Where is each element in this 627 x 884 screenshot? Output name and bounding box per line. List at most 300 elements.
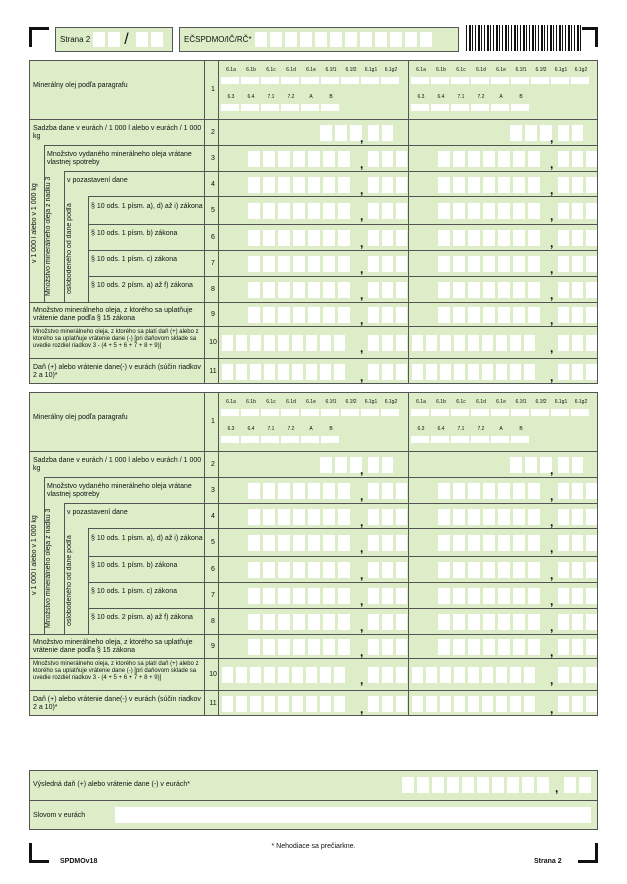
- amount-digit-field[interactable]: [412, 335, 423, 351]
- decimal-digit-field[interactable]: [396, 588, 407, 604]
- amount-digit-field[interactable]: [263, 509, 275, 525]
- final-tax-decimal-field[interactable]: [579, 777, 591, 793]
- amount-digit-field[interactable]: [308, 282, 320, 298]
- amount-digit-field[interactable]: [528, 614, 540, 630]
- amount-digit-field[interactable]: [264, 335, 275, 351]
- decimal-digit-field[interactable]: [572, 535, 583, 551]
- amount-digit-field[interactable]: [438, 230, 450, 246]
- amount-digit-field[interactable]: [483, 307, 495, 323]
- amount-digit-field[interactable]: [440, 335, 451, 351]
- amount-digit-field[interactable]: [483, 177, 495, 193]
- decimal-digit-field[interactable]: [382, 614, 393, 630]
- amount-digit-field[interactable]: [248, 588, 260, 604]
- decimal-digit-field[interactable]: [396, 282, 407, 298]
- decimal-digit-field[interactable]: [558, 483, 569, 499]
- paragraph-checkbox[interactable]: [381, 409, 399, 416]
- amount-digit-field[interactable]: [323, 614, 335, 630]
- amount-digit-field[interactable]: [482, 667, 493, 683]
- paragraph-checkbox[interactable]: [241, 409, 259, 416]
- amount-digit-field[interactable]: [308, 639, 320, 655]
- decimal-digit-field[interactable]: [586, 696, 597, 712]
- amount-digit-field[interactable]: [248, 256, 260, 272]
- amount-digit-field[interactable]: [293, 151, 305, 167]
- paragraph-checkbox[interactable]: [281, 77, 299, 84]
- paragraph-checkbox[interactable]: [261, 77, 279, 84]
- paragraph-checkbox[interactable]: [411, 104, 429, 111]
- amount-digit-field[interactable]: [278, 509, 290, 525]
- amount-digit-field[interactable]: [438, 614, 450, 630]
- paragraph-checkbox[interactable]: [261, 409, 279, 416]
- paragraph-checkbox[interactable]: [221, 436, 239, 443]
- decimal-digit-field[interactable]: [396, 483, 407, 499]
- amount-digit-field[interactable]: [338, 588, 350, 604]
- amount-digit-field[interactable]: [338, 614, 350, 630]
- decimal-digit-field[interactable]: [586, 151, 597, 167]
- amount-digit-field[interactable]: [496, 696, 507, 712]
- paragraph-checkbox[interactable]: [281, 104, 299, 111]
- amount-digit-field[interactable]: [468, 203, 480, 219]
- amount-digit-field[interactable]: [278, 364, 289, 380]
- decimal-digit-field[interactable]: [368, 614, 379, 630]
- decimal-digit-field[interactable]: [558, 256, 569, 272]
- amount-digit-field[interactable]: [263, 535, 275, 551]
- amount-digit-field[interactable]: [306, 696, 317, 712]
- amount-digit-field[interactable]: [293, 203, 305, 219]
- amount-digit-field[interactable]: [278, 696, 289, 712]
- amount-digit-field[interactable]: [482, 696, 493, 712]
- decimal-digit-field[interactable]: [558, 364, 569, 380]
- decimal-digit-field[interactable]: [396, 203, 407, 219]
- paragraph-checkbox[interactable]: [321, 77, 339, 84]
- ecs-digit-field[interactable]: [285, 32, 297, 47]
- amount-digit-field[interactable]: [483, 535, 495, 551]
- amount-digit-field[interactable]: [453, 562, 465, 578]
- amount-digit-field[interactable]: [338, 151, 350, 167]
- amount-digit-field[interactable]: [524, 335, 535, 351]
- amount-digit-field[interactable]: [323, 535, 335, 551]
- decimal-digit-field[interactable]: [396, 696, 407, 712]
- amount-digit-field[interactable]: [292, 364, 303, 380]
- amount-digit-field[interactable]: [236, 696, 247, 712]
- decimal-digit-field[interactable]: [558, 307, 569, 323]
- ecs-digit-field[interactable]: [270, 32, 282, 47]
- amount-digit-field[interactable]: [498, 483, 510, 499]
- amount-digit-field[interactable]: [338, 282, 350, 298]
- amount-digit-field[interactable]: [278, 307, 290, 323]
- decimal-digit-field[interactable]: [382, 364, 393, 380]
- amount-digit-field[interactable]: [483, 203, 495, 219]
- amount-digit-field[interactable]: [483, 282, 495, 298]
- decimal-digit-field[interactable]: [586, 614, 597, 630]
- paragraph-checkbox[interactable]: [321, 436, 339, 443]
- paragraph-checkbox[interactable]: [571, 409, 589, 416]
- amount-digit-field[interactable]: [338, 483, 350, 499]
- amount-digit-field[interactable]: [323, 203, 335, 219]
- decimal-digit-field[interactable]: [558, 509, 569, 525]
- amount-digit-field[interactable]: [453, 256, 465, 272]
- decimal-digit-field[interactable]: [368, 535, 379, 551]
- amount-digit-field[interactable]: [438, 483, 450, 499]
- amount-digit-field[interactable]: [308, 535, 320, 551]
- decimal-digit-field[interactable]: [382, 177, 393, 193]
- decimal-digit-field[interactable]: [572, 151, 583, 167]
- amount-digit-field[interactable]: [320, 335, 331, 351]
- amount-digit-field[interactable]: [426, 696, 437, 712]
- paragraph-checkbox[interactable]: [241, 436, 259, 443]
- paragraph-checkbox[interactable]: [431, 77, 449, 84]
- paragraph-checkbox[interactable]: [511, 409, 529, 416]
- decimal-digit-field[interactable]: [586, 335, 597, 351]
- amount-digit-field[interactable]: [453, 230, 465, 246]
- amount-digit-field[interactable]: [222, 667, 233, 683]
- amount-digit-field[interactable]: [453, 282, 465, 298]
- amount-digit-field[interactable]: [468, 177, 480, 193]
- amount-digit-field[interactable]: [453, 535, 465, 551]
- decimal-digit-field[interactable]: [396, 509, 407, 525]
- decimal-digit-field[interactable]: [558, 535, 569, 551]
- amount-digit-field[interactable]: [293, 535, 305, 551]
- paragraph-checkbox[interactable]: [341, 77, 359, 84]
- amount-digit-field[interactable]: [468, 614, 480, 630]
- decimal-digit-field[interactable]: [368, 125, 379, 141]
- amount-digit-field[interactable]: [308, 151, 320, 167]
- amount-digit-field[interactable]: [498, 588, 510, 604]
- decimal-digit-field[interactable]: [586, 509, 597, 525]
- decimal-digit-field[interactable]: [396, 230, 407, 246]
- amount-digit-field[interactable]: [482, 364, 493, 380]
- decimal-digit-field[interactable]: [586, 588, 597, 604]
- paragraph-checkbox[interactable]: [471, 77, 489, 84]
- amount-digit-field[interactable]: [498, 307, 510, 323]
- amount-digit-field[interactable]: [323, 639, 335, 655]
- amount-digit-field[interactable]: [513, 230, 525, 246]
- amount-digit-field[interactable]: [468, 535, 480, 551]
- paragraph-checkbox[interactable]: [451, 436, 469, 443]
- amount-digit-field[interactable]: [334, 335, 345, 351]
- amount-digit-field[interactable]: [306, 364, 317, 380]
- amount-digit-field[interactable]: [338, 509, 350, 525]
- decimal-digit-field[interactable]: [558, 639, 569, 655]
- amount-digit-field[interactable]: [453, 588, 465, 604]
- decimal-digit-field[interactable]: [396, 335, 407, 351]
- amount-digit-field[interactable]: [263, 230, 275, 246]
- final-tax-digit-field[interactable]: [462, 777, 474, 793]
- amount-digit-field[interactable]: [248, 535, 260, 551]
- decimal-digit-field[interactable]: [572, 307, 583, 323]
- paragraph-checkbox[interactable]: [221, 104, 239, 111]
- amount-digit-field[interactable]: [293, 177, 305, 193]
- amount-digit-field[interactable]: [264, 696, 275, 712]
- amount-digit-field[interactable]: [498, 614, 510, 630]
- amount-digit-field[interactable]: [513, 614, 525, 630]
- paragraph-checkbox[interactable]: [431, 436, 449, 443]
- paragraph-checkbox[interactable]: [551, 409, 569, 416]
- decimal-digit-field[interactable]: [368, 203, 379, 219]
- paragraph-checkbox[interactable]: [491, 77, 509, 84]
- ecs-digit-field[interactable]: [345, 32, 357, 47]
- decimal-digit-field[interactable]: [558, 230, 569, 246]
- amount-digit-field[interactable]: [468, 335, 479, 351]
- amount-digit-field[interactable]: [278, 282, 290, 298]
- decimal-digit-field[interactable]: [396, 151, 407, 167]
- decimal-digit-field[interactable]: [586, 535, 597, 551]
- paragraph-checkbox[interactable]: [301, 436, 319, 443]
- amount-digit-field[interactable]: [426, 364, 437, 380]
- paragraph-checkbox[interactable]: [451, 77, 469, 84]
- paragraph-checkbox[interactable]: [551, 77, 569, 84]
- amount-digit-field[interactable]: [483, 639, 495, 655]
- amount-digit-field[interactable]: [513, 282, 525, 298]
- amount-digit-field[interactable]: [263, 256, 275, 272]
- amount-digit-field[interactable]: [278, 667, 289, 683]
- amount-digit-field[interactable]: [528, 177, 540, 193]
- amount-digit-field[interactable]: [453, 151, 465, 167]
- paragraph-checkbox[interactable]: [491, 104, 509, 111]
- amount-digit-field[interactable]: [320, 125, 332, 141]
- final-tax-digit-field[interactable]: [537, 777, 549, 793]
- amount-digit-field[interactable]: [334, 667, 345, 683]
- amount-digit-field[interactable]: [308, 256, 320, 272]
- amount-digit-field[interactable]: [528, 307, 540, 323]
- amount-digit-field[interactable]: [453, 614, 465, 630]
- amount-digit-field[interactable]: [236, 335, 247, 351]
- amount-digit-field[interactable]: [440, 696, 451, 712]
- amount-digit-field[interactable]: [528, 256, 540, 272]
- final-tax-digit-field[interactable]: [507, 777, 519, 793]
- paragraph-checkbox[interactable]: [361, 77, 379, 84]
- decimal-digit-field[interactable]: [382, 562, 393, 578]
- amount-digit-field[interactable]: [308, 614, 320, 630]
- amount-digit-field[interactable]: [222, 696, 233, 712]
- amount-digit-field[interactable]: [263, 151, 275, 167]
- paragraph-checkbox[interactable]: [491, 436, 509, 443]
- amount-digit-field[interactable]: [278, 335, 289, 351]
- amount-digit-field[interactable]: [263, 614, 275, 630]
- amount-digit-field[interactable]: [438, 203, 450, 219]
- paragraph-checkbox[interactable]: [451, 409, 469, 416]
- final-tax-digit-field[interactable]: [417, 777, 429, 793]
- amount-digit-field[interactable]: [278, 614, 290, 630]
- amount-digit-field[interactable]: [510, 364, 521, 380]
- amount-digit-field[interactable]: [293, 256, 305, 272]
- amount-digit-field[interactable]: [498, 639, 510, 655]
- paragraph-checkbox[interactable]: [221, 77, 239, 84]
- amount-digit-field[interactable]: [278, 562, 290, 578]
- amount-digit-field[interactable]: [468, 364, 479, 380]
- paragraph-checkbox[interactable]: [301, 77, 319, 84]
- amount-digit-field[interactable]: [335, 457, 347, 473]
- decimal-digit-field[interactable]: [382, 125, 393, 141]
- amount-digit-field[interactable]: [438, 509, 450, 525]
- paragraph-checkbox[interactable]: [281, 409, 299, 416]
- decimal-digit-field[interactable]: [382, 535, 393, 551]
- amount-digit-field[interactable]: [513, 177, 525, 193]
- amount-digit-field[interactable]: [483, 509, 495, 525]
- amount-digit-field[interactable]: [498, 177, 510, 193]
- amount-digit-field[interactable]: [248, 614, 260, 630]
- decimal-digit-field[interactable]: [586, 307, 597, 323]
- decimal-digit-field[interactable]: [586, 282, 597, 298]
- amount-digit-field[interactable]: [412, 667, 423, 683]
- amount-digit-field[interactable]: [323, 256, 335, 272]
- amount-digit-field[interactable]: [306, 335, 317, 351]
- amount-digit-field[interactable]: [236, 667, 247, 683]
- amount-digit-field[interactable]: [278, 588, 290, 604]
- amount-digit-field[interactable]: [510, 457, 522, 473]
- decimal-digit-field[interactable]: [572, 667, 583, 683]
- amount-digit-field[interactable]: [498, 562, 510, 578]
- page-total-field[interactable]: [151, 32, 163, 47]
- amount-digit-field[interactable]: [338, 307, 350, 323]
- amount-digit-field[interactable]: [250, 335, 261, 351]
- decimal-digit-field[interactable]: [586, 667, 597, 683]
- amount-digit-field[interactable]: [412, 696, 423, 712]
- amount-digit-field[interactable]: [426, 667, 437, 683]
- amount-digit-field[interactable]: [263, 639, 275, 655]
- amount-digit-field[interactable]: [248, 203, 260, 219]
- amount-digit-field[interactable]: [293, 483, 305, 499]
- amount-digit-field[interactable]: [338, 256, 350, 272]
- paragraph-checkbox[interactable]: [511, 77, 529, 84]
- amount-digit-field[interactable]: [222, 364, 233, 380]
- amount-digit-field[interactable]: [468, 509, 480, 525]
- amount-digit-field[interactable]: [248, 151, 260, 167]
- amount-digit-field[interactable]: [323, 307, 335, 323]
- amount-digit-field[interactable]: [323, 177, 335, 193]
- amount-digit-field[interactable]: [483, 230, 495, 246]
- amount-digit-field[interactable]: [438, 535, 450, 551]
- decimal-digit-field[interactable]: [558, 457, 569, 473]
- amount-digit-field[interactable]: [483, 562, 495, 578]
- paragraph-checkbox[interactable]: [261, 104, 279, 111]
- amount-digit-field[interactable]: [454, 696, 465, 712]
- amount-digit-field[interactable]: [513, 535, 525, 551]
- amount-digit-field[interactable]: [468, 230, 480, 246]
- amount-digit-field[interactable]: [412, 364, 423, 380]
- decimal-digit-field[interactable]: [572, 256, 583, 272]
- paragraph-checkbox[interactable]: [511, 104, 529, 111]
- amount-digit-field[interactable]: [248, 483, 260, 499]
- paragraph-checkbox[interactable]: [491, 409, 509, 416]
- amount-digit-field[interactable]: [513, 483, 525, 499]
- amount-digit-field[interactable]: [468, 696, 479, 712]
- amount-digit-field[interactable]: [308, 509, 320, 525]
- decimal-digit-field[interactable]: [368, 696, 379, 712]
- paragraph-checkbox[interactable]: [471, 409, 489, 416]
- decimal-digit-field[interactable]: [368, 457, 379, 473]
- final-tax-digit-field[interactable]: [447, 777, 459, 793]
- decimal-digit-field[interactable]: [382, 307, 393, 323]
- amount-digit-field[interactable]: [524, 364, 535, 380]
- amount-digit-field[interactable]: [293, 639, 305, 655]
- amount-digit-field[interactable]: [335, 125, 347, 141]
- final-tax-digit-field[interactable]: [402, 777, 414, 793]
- decimal-digit-field[interactable]: [396, 177, 407, 193]
- decimal-digit-field[interactable]: [368, 151, 379, 167]
- ecs-digit-field[interactable]: [375, 32, 387, 47]
- decimal-digit-field[interactable]: [396, 614, 407, 630]
- decimal-digit-field[interactable]: [572, 177, 583, 193]
- final-tax-decimal-field[interactable]: [564, 777, 576, 793]
- amount-digit-field[interactable]: [482, 335, 493, 351]
- decimal-digit-field[interactable]: [558, 125, 569, 141]
- ecs-digit-field[interactable]: [420, 32, 432, 47]
- amount-digit-field[interactable]: [528, 509, 540, 525]
- paragraph-checkbox[interactable]: [281, 436, 299, 443]
- decimal-digit-field[interactable]: [368, 639, 379, 655]
- amount-digit-field[interactable]: [513, 256, 525, 272]
- decimal-digit-field[interactable]: [368, 483, 379, 499]
- amount-digit-field[interactable]: [528, 230, 540, 246]
- amount-digit-field[interactable]: [308, 307, 320, 323]
- amount-digit-field[interactable]: [278, 639, 290, 655]
- amount-digit-field[interactable]: [293, 230, 305, 246]
- amount-digit-field[interactable]: [513, 151, 525, 167]
- paragraph-checkbox[interactable]: [471, 104, 489, 111]
- amount-digit-field[interactable]: [292, 696, 303, 712]
- final-tax-digit-field[interactable]: [477, 777, 489, 793]
- amount-digit-field[interactable]: [293, 282, 305, 298]
- amount-digit-field[interactable]: [293, 614, 305, 630]
- amount-digit-field[interactable]: [525, 457, 537, 473]
- amount-digit-field[interactable]: [308, 230, 320, 246]
- decimal-digit-field[interactable]: [368, 335, 379, 351]
- amount-digit-field[interactable]: [528, 483, 540, 499]
- amount-digit-field[interactable]: [496, 364, 507, 380]
- amount-in-words-field[interactable]: [115, 807, 591, 823]
- amount-digit-field[interactable]: [250, 364, 261, 380]
- amount-digit-field[interactable]: [323, 562, 335, 578]
- amount-digit-field[interactable]: [510, 667, 521, 683]
- decimal-digit-field[interactable]: [558, 177, 569, 193]
- amount-digit-field[interactable]: [278, 230, 290, 246]
- amount-digit-field[interactable]: [263, 177, 275, 193]
- amount-digit-field[interactable]: [263, 483, 275, 499]
- final-tax-digit-field[interactable]: [522, 777, 534, 793]
- amount-digit-field[interactable]: [453, 509, 465, 525]
- ecs-digit-field[interactable]: [300, 32, 312, 47]
- decimal-digit-field[interactable]: [382, 588, 393, 604]
- amount-digit-field[interactable]: [338, 230, 350, 246]
- amount-digit-field[interactable]: [453, 203, 465, 219]
- page-total-field[interactable]: [136, 32, 148, 47]
- decimal-digit-field[interactable]: [368, 509, 379, 525]
- amount-digit-field[interactable]: [278, 177, 290, 193]
- decimal-digit-field[interactable]: [368, 562, 379, 578]
- decimal-digit-field[interactable]: [396, 535, 407, 551]
- amount-digit-field[interactable]: [498, 535, 510, 551]
- amount-digit-field[interactable]: [250, 696, 261, 712]
- paragraph-checkbox[interactable]: [301, 409, 319, 416]
- decimal-digit-field[interactable]: [558, 203, 569, 219]
- amount-digit-field[interactable]: [323, 230, 335, 246]
- amount-digit-field[interactable]: [308, 203, 320, 219]
- amount-digit-field[interactable]: [320, 364, 331, 380]
- amount-digit-field[interactable]: [510, 696, 521, 712]
- decimal-digit-field[interactable]: [586, 177, 597, 193]
- amount-digit-field[interactable]: [513, 588, 525, 604]
- amount-digit-field[interactable]: [293, 588, 305, 604]
- decimal-digit-field[interactable]: [396, 256, 407, 272]
- paragraph-checkbox[interactable]: [241, 77, 259, 84]
- decimal-digit-field[interactable]: [396, 364, 407, 380]
- paragraph-checkbox[interactable]: [531, 409, 549, 416]
- amount-digit-field[interactable]: [323, 509, 335, 525]
- decimal-digit-field[interactable]: [396, 307, 407, 323]
- decimal-digit-field[interactable]: [382, 457, 393, 473]
- paragraph-checkbox[interactable]: [261, 436, 279, 443]
- amount-digit-field[interactable]: [323, 151, 335, 167]
